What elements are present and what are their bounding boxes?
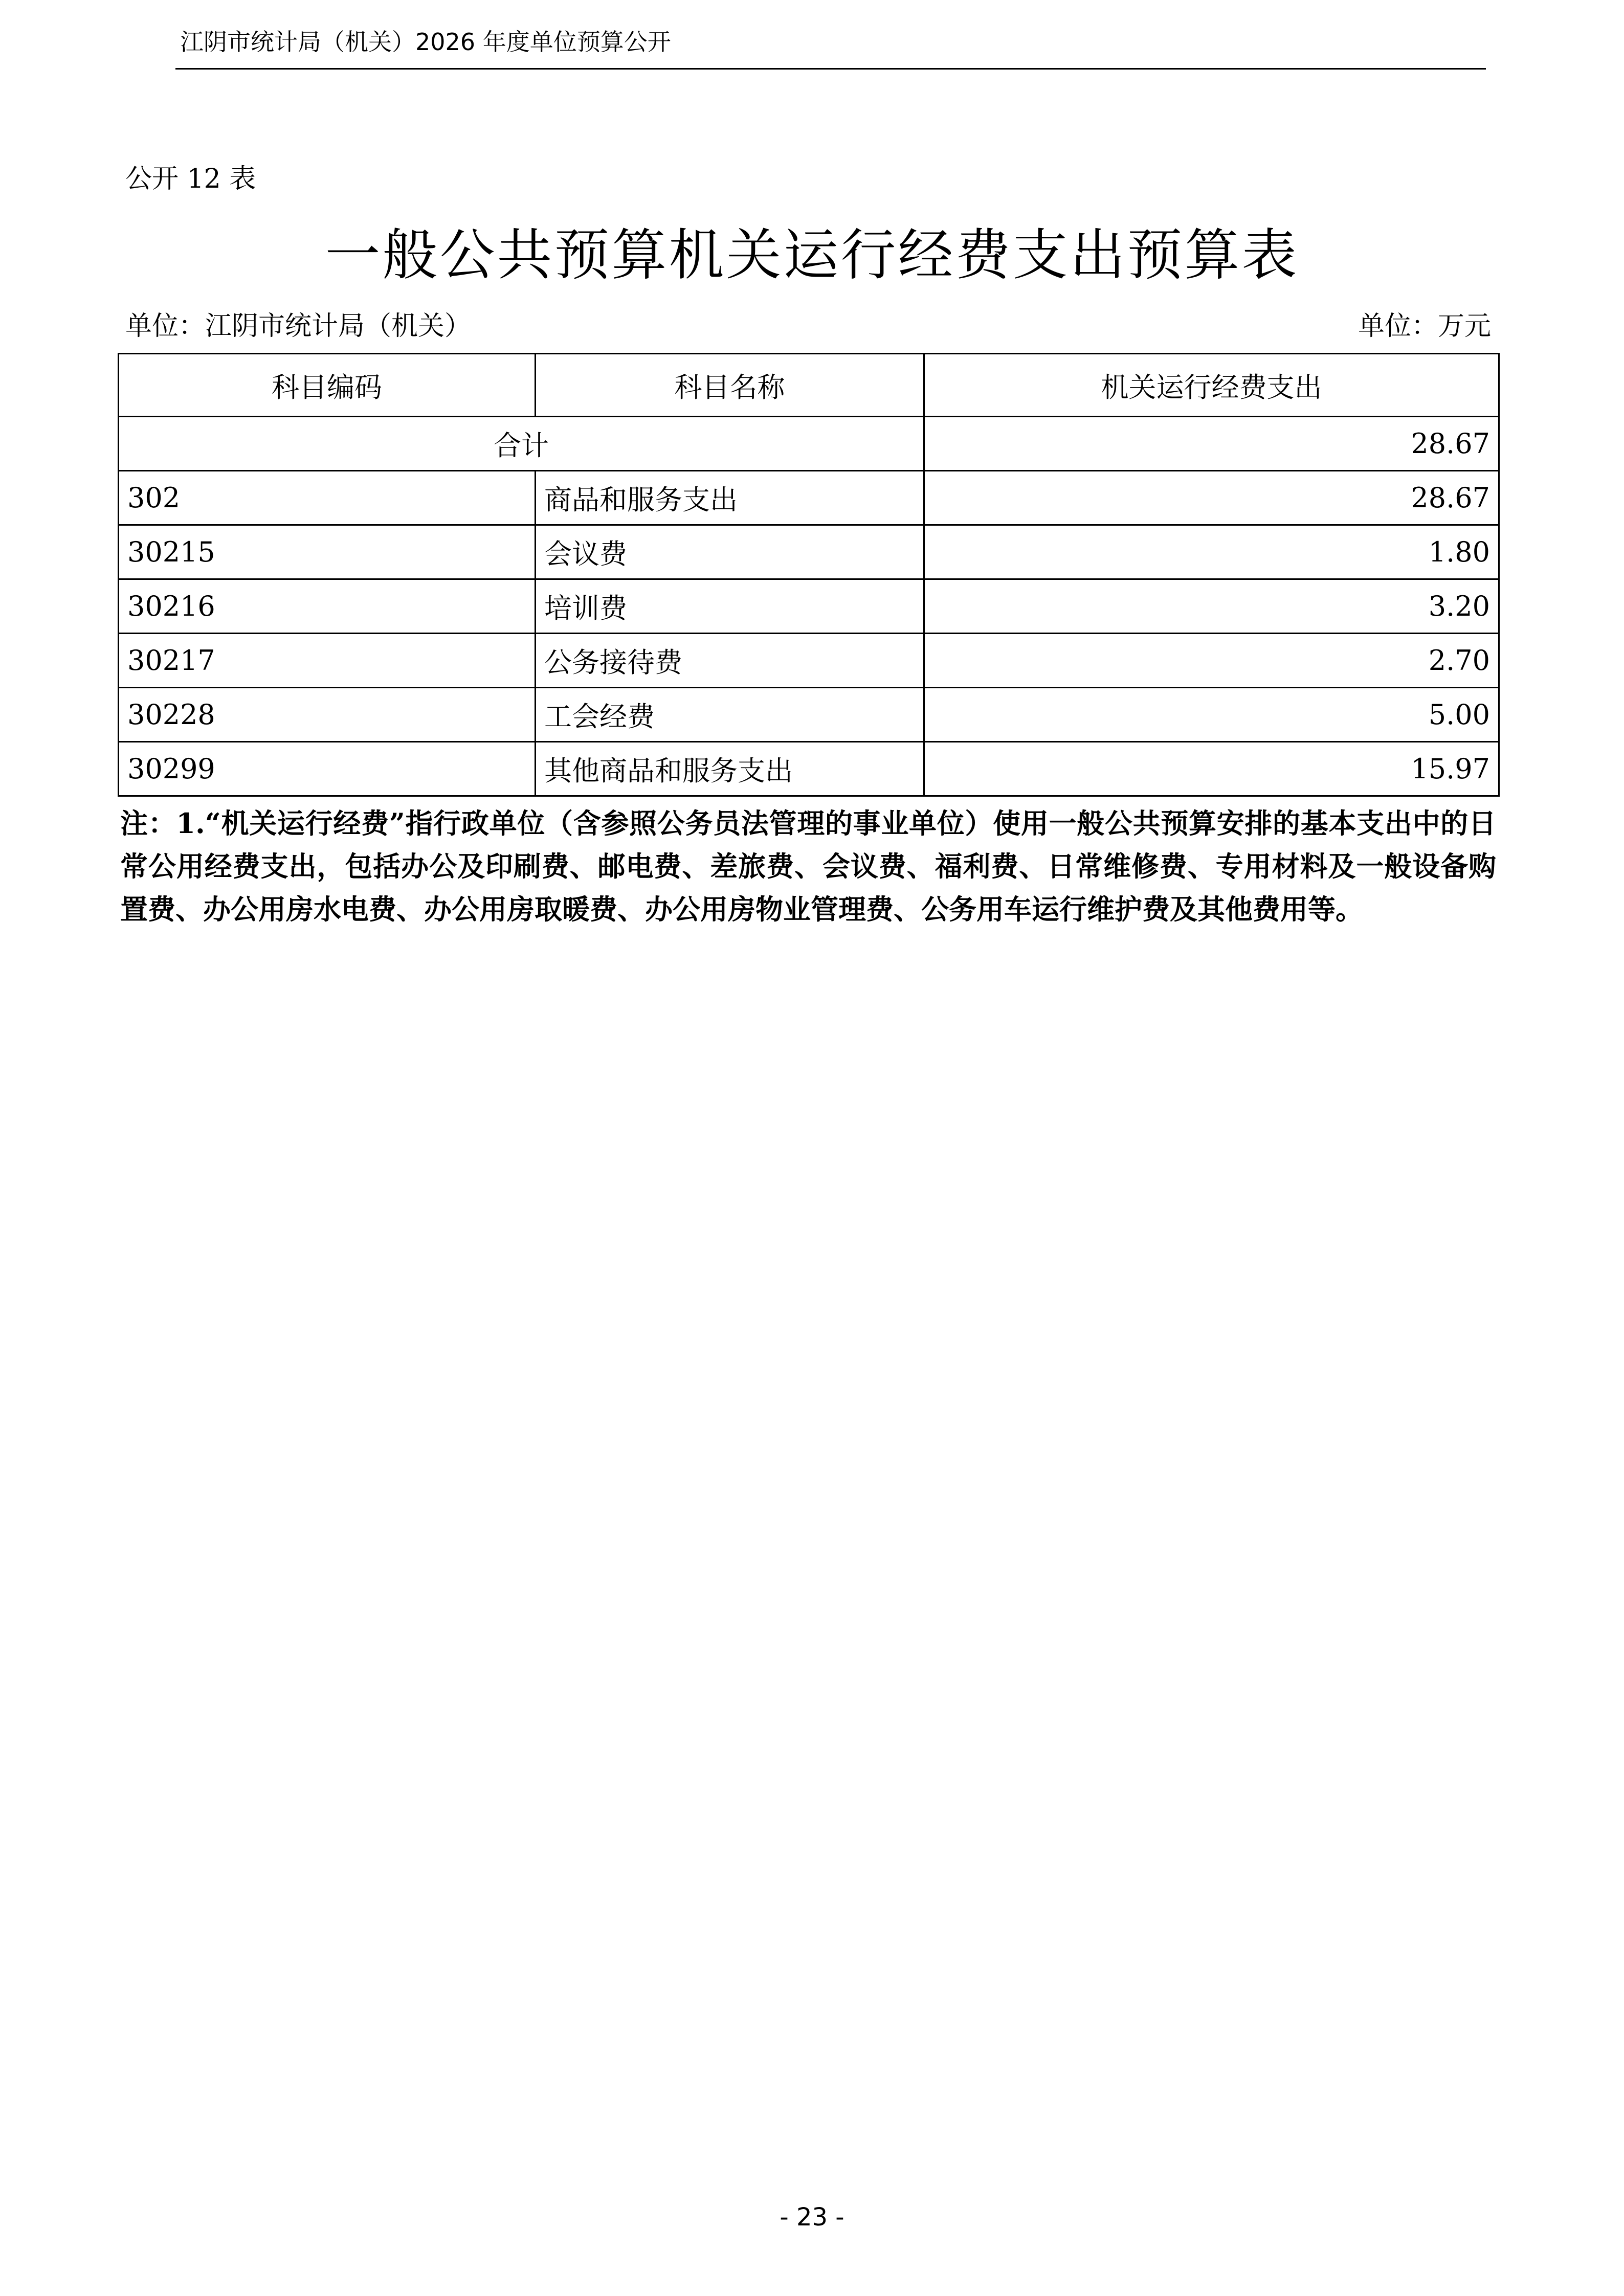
row-value: 28.67 bbox=[924, 471, 1499, 525]
row-code: 30216 bbox=[119, 579, 536, 634]
column-header-code: 科目编码 bbox=[119, 354, 536, 417]
organization-unit: 单位：江阴市统计局（机关） bbox=[125, 311, 472, 342]
row-code: 302 bbox=[119, 471, 536, 525]
row-name: 商品和服务支出 bbox=[536, 471, 924, 525]
total-label: 合计 bbox=[119, 417, 924, 471]
row-value: 3.20 bbox=[924, 579, 1499, 634]
budget-table bbox=[118, 353, 1500, 797]
row-name: 公务接待费 bbox=[536, 634, 924, 688]
row-name: 其他商品和服务支出 bbox=[536, 742, 924, 796]
row-value: 5.00 bbox=[924, 688, 1499, 742]
row-code: 30228 bbox=[119, 688, 536, 742]
table-row bbox=[119, 688, 1499, 742]
table-row bbox=[119, 471, 1499, 525]
page-number: - 23 - bbox=[780, 2203, 844, 2232]
column-header-amount: 机关运行经费支出 bbox=[924, 354, 1499, 417]
currency-unit: 单位：万元 bbox=[1358, 311, 1491, 342]
row-value: 15.97 bbox=[924, 742, 1499, 796]
row-code: 30217 bbox=[119, 634, 536, 688]
table-row bbox=[119, 525, 1499, 579]
row-name: 培训费 bbox=[536, 579, 924, 634]
row-name: 工会经费 bbox=[536, 688, 924, 742]
row-value: 2.70 bbox=[924, 634, 1499, 688]
column-header-name: 科目名称 bbox=[536, 354, 924, 417]
document-title: 一般公共预算机关运行经费支出预算表 bbox=[325, 223, 1299, 287]
total-value: 28.67 bbox=[924, 417, 1499, 471]
table-row bbox=[119, 579, 1499, 634]
running-header: 江阴市统计局（机关）2026 年度单位预算公开 bbox=[180, 28, 671, 56]
table-row bbox=[119, 742, 1499, 796]
table-row bbox=[119, 634, 1499, 688]
header-divider bbox=[175, 68, 1486, 70]
total-row bbox=[119, 417, 1499, 471]
table-header-row bbox=[119, 354, 1499, 417]
row-value: 1.80 bbox=[924, 525, 1499, 579]
footnote: 注：1.“机关运行经费”指行政单位（含参照公务员法管理的事业单位）使用一般公共预算安排的基本支出中的日常公用经费支出，包括办公及印刷费、邮电费、差旅费、会议费、福利费、日常维修费、专用材料及一般设备购置费、办公用房水电费、办公用房取暖费、办公用房物业管理费、公务用车运行维护费及其他费用等。 bbox=[120, 807, 1496, 926]
row-code: 30299 bbox=[119, 742, 536, 796]
row-name: 会议费 bbox=[536, 525, 924, 579]
table-number: 公开 12 表 bbox=[125, 164, 256, 194]
row-code: 30215 bbox=[119, 525, 536, 579]
